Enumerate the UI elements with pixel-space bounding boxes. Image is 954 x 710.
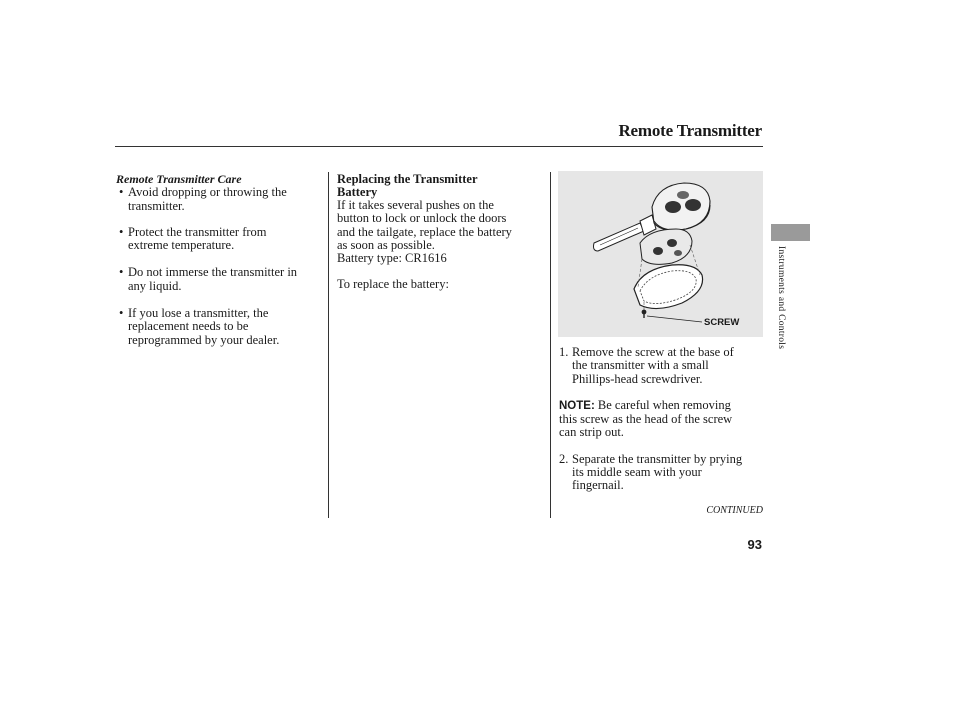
page-title: Remote Transmitter — [618, 121, 762, 140]
screw-icon — [642, 310, 702, 322]
bullet-line: reprogrammed by your dealer. — [128, 332, 280, 347]
heading-line: Battery — [337, 185, 378, 199]
right-column — [559, 346, 764, 493]
heading-line: Replacing the Transmitter — [337, 172, 478, 186]
page-number: 93 — [747, 537, 762, 552]
bullet-line: Protect the transmitter from — [128, 224, 267, 239]
continued-label: CONTINUED — [706, 505, 763, 516]
step-line: Remove the screw at the base of — [572, 345, 734, 359]
bullet-line: Do not immerse the transmitter in — [128, 265, 298, 280]
left-column — [116, 173, 321, 347]
middle-column — [337, 173, 542, 292]
column-divider-2 — [550, 172, 551, 518]
step-line: fingernail. — [572, 478, 624, 493]
battery-type: Battery type: CR1616 — [337, 251, 447, 266]
paragraph-line: button to lock or unlock the doors — [337, 211, 507, 226]
bullet-line: Avoid dropping or throwing the — [128, 185, 287, 200]
bullet-marker: • — [119, 306, 124, 321]
replacing-heading — [337, 173, 542, 199]
bullet-line: extreme temperature. — [128, 238, 235, 253]
step-number: 2. — [559, 451, 569, 466]
list-item — [116, 226, 321, 253]
paragraph-line: as soon as possible. — [337, 237, 435, 252]
key-fob-illustration — [558, 171, 763, 337]
column-divider-1 — [328, 172, 329, 518]
step-1 — [559, 346, 764, 386]
note-line: can strip out. — [559, 425, 624, 440]
step-line: the transmitter with a small — [572, 358, 709, 373]
bullet-marker: • — [119, 224, 124, 239]
bullet-line: If you lose a transmitter, the — [128, 306, 269, 321]
section-tab — [771, 224, 810, 241]
note — [559, 399, 764, 440]
paragraph-line: and the tailgate, replace the battery — [337, 224, 512, 239]
step-2 — [559, 453, 764, 493]
step-line: its middle seam with your — [572, 465, 702, 480]
rear-housing — [634, 265, 703, 309]
step-number: 1. — [559, 345, 569, 359]
care-heading: Remote Transmitter Care — [116, 172, 242, 186]
step-line: Separate the transmitter by prying — [572, 451, 743, 466]
list-item — [116, 307, 321, 347]
fob-head — [652, 183, 710, 230]
to-replace-text: To replace the battery: — [337, 277, 449, 292]
note-line: this screw as the head of the screw — [559, 412, 733, 427]
inner-shell — [640, 229, 692, 264]
paragraph-line: If it takes several pushes on the — [337, 198, 494, 212]
list-item — [116, 186, 321, 213]
screw-label: SCREW — [704, 317, 740, 328]
bullet-marker: • — [119, 185, 124, 200]
note-label: NOTE: — [559, 399, 595, 412]
title-rule — [115, 146, 763, 147]
section-tab-label: Instruments and Controls — [776, 246, 786, 350]
note-line: Be careful when removing — [594, 397, 731, 412]
step-line: Phillips-head screwdriver. — [572, 371, 703, 386]
bullet-line: replacement needs to be — [128, 319, 249, 334]
bullet-marker: • — [119, 265, 124, 280]
list-item — [116, 266, 321, 293]
bullet-line: any liquid. — [128, 278, 182, 293]
intro-paragraph — [337, 199, 542, 252]
bullet-line: transmitter. — [128, 198, 185, 213]
